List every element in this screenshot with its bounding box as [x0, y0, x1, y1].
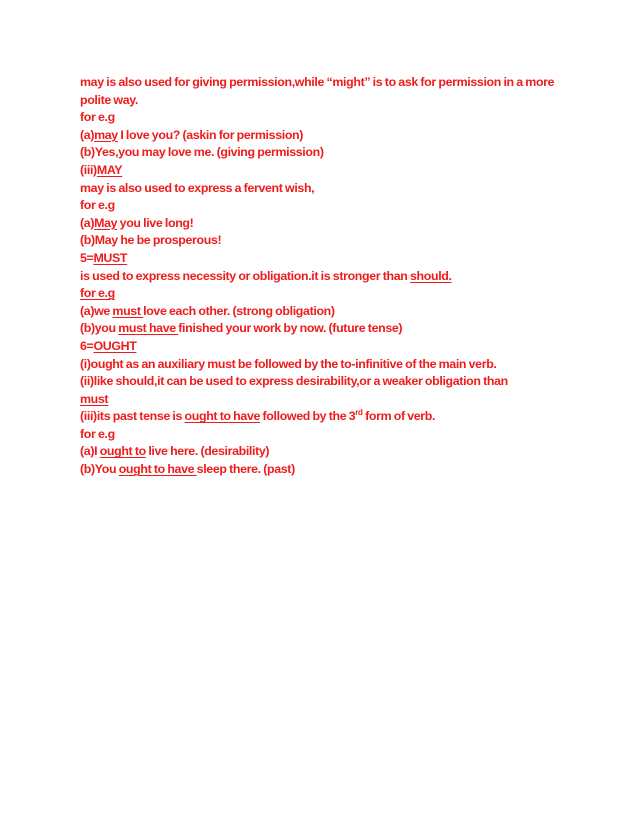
- text-segment: finished your work by now. (future tense): [178, 321, 403, 336]
- text-line: [80, 285, 580, 303]
- text-segment: for e.g: [80, 110, 115, 125]
- text-line: [80, 109, 580, 127]
- superscript-text: rd: [355, 408, 363, 418]
- text-segment: (i)ought as an auxiliary must be followed by the to-infinitive of the main verb.: [80, 356, 497, 371]
- text-segment: is used to express necessity or obligation.it is stronger than: [80, 268, 410, 283]
- text-segment: (b)You: [80, 462, 119, 477]
- text-line: [80, 373, 580, 391]
- text-segment: for e.g: [80, 198, 115, 213]
- text-line: [80, 338, 580, 356]
- underlined-text: must: [112, 303, 144, 318]
- text-segment: (b)Yes,you may love me. (giving permission): [80, 145, 324, 160]
- text-line: [80, 356, 580, 374]
- text-segment: (a)I: [80, 444, 100, 459]
- text-line: [80, 162, 580, 180]
- text-segment: may is also used for giving permission,while “might” is to ask for permission in a more polite way.: [80, 75, 555, 107]
- text-line: [80, 250, 580, 268]
- text-line: [80, 232, 580, 250]
- document-page: [80, 74, 580, 479]
- underlined-text: must: [80, 391, 109, 406]
- text-line: [80, 303, 580, 321]
- text-line: [80, 215, 580, 233]
- text-line: [80, 268, 580, 286]
- underlined-text: May: [94, 215, 118, 230]
- text-segment: may is also used to express a fervent wish,: [80, 180, 315, 195]
- text-segment: (ii)like should,it can be used to express desirability,or a weaker obligation than: [80, 374, 508, 389]
- text-segment: (a): [80, 215, 95, 230]
- underlined-text: may: [94, 127, 118, 142]
- text-segment: (iii)its past tense is: [80, 409, 185, 424]
- underlined-text: for e.g: [80, 286, 115, 301]
- underlined-text: OUGHT: [93, 338, 137, 353]
- text-line: [80, 426, 580, 444]
- text-line: [80, 197, 580, 215]
- text-segment: (iii): [80, 162, 97, 177]
- underlined-text: ought to have: [184, 409, 261, 424]
- text-segment: live here. (desirability): [145, 444, 270, 459]
- underlined-text: MUST: [93, 250, 128, 265]
- text-line: [80, 443, 580, 461]
- text-segment: followed by the 3: [260, 409, 356, 424]
- text-segment: sleep there. (past): [196, 462, 295, 477]
- text-line: [80, 391, 580, 409]
- text-line: [80, 127, 580, 145]
- underlined-text: ought to have: [118, 462, 197, 477]
- text-segment: 5=: [80, 250, 94, 265]
- text-line: [80, 74, 580, 109]
- text-segment: (b)you: [80, 321, 119, 336]
- text-segment: love each other. (strong obligation): [143, 303, 335, 318]
- text-segment: you live long!: [117, 215, 194, 230]
- text-line: [80, 408, 580, 426]
- text-segment: (a)we: [80, 303, 113, 318]
- text-segment: (b)May he be prosperous!: [80, 233, 222, 248]
- text-segment: for e.g: [80, 426, 115, 441]
- text-line: [80, 144, 580, 162]
- underlined-text: must have: [118, 321, 179, 336]
- underlined-text: MAY: [96, 162, 123, 177]
- text-line: [80, 180, 580, 198]
- underlined-text: ought to: [99, 444, 146, 459]
- text-segment: form of verb.: [362, 409, 436, 424]
- text-line: [80, 320, 580, 338]
- text-segment: 6=: [80, 338, 94, 353]
- text-line: [80, 461, 580, 479]
- underlined-text: should.: [410, 268, 452, 283]
- text-segment: I love you? (askin for permission): [117, 127, 304, 142]
- text-segment: (a): [80, 127, 95, 142]
